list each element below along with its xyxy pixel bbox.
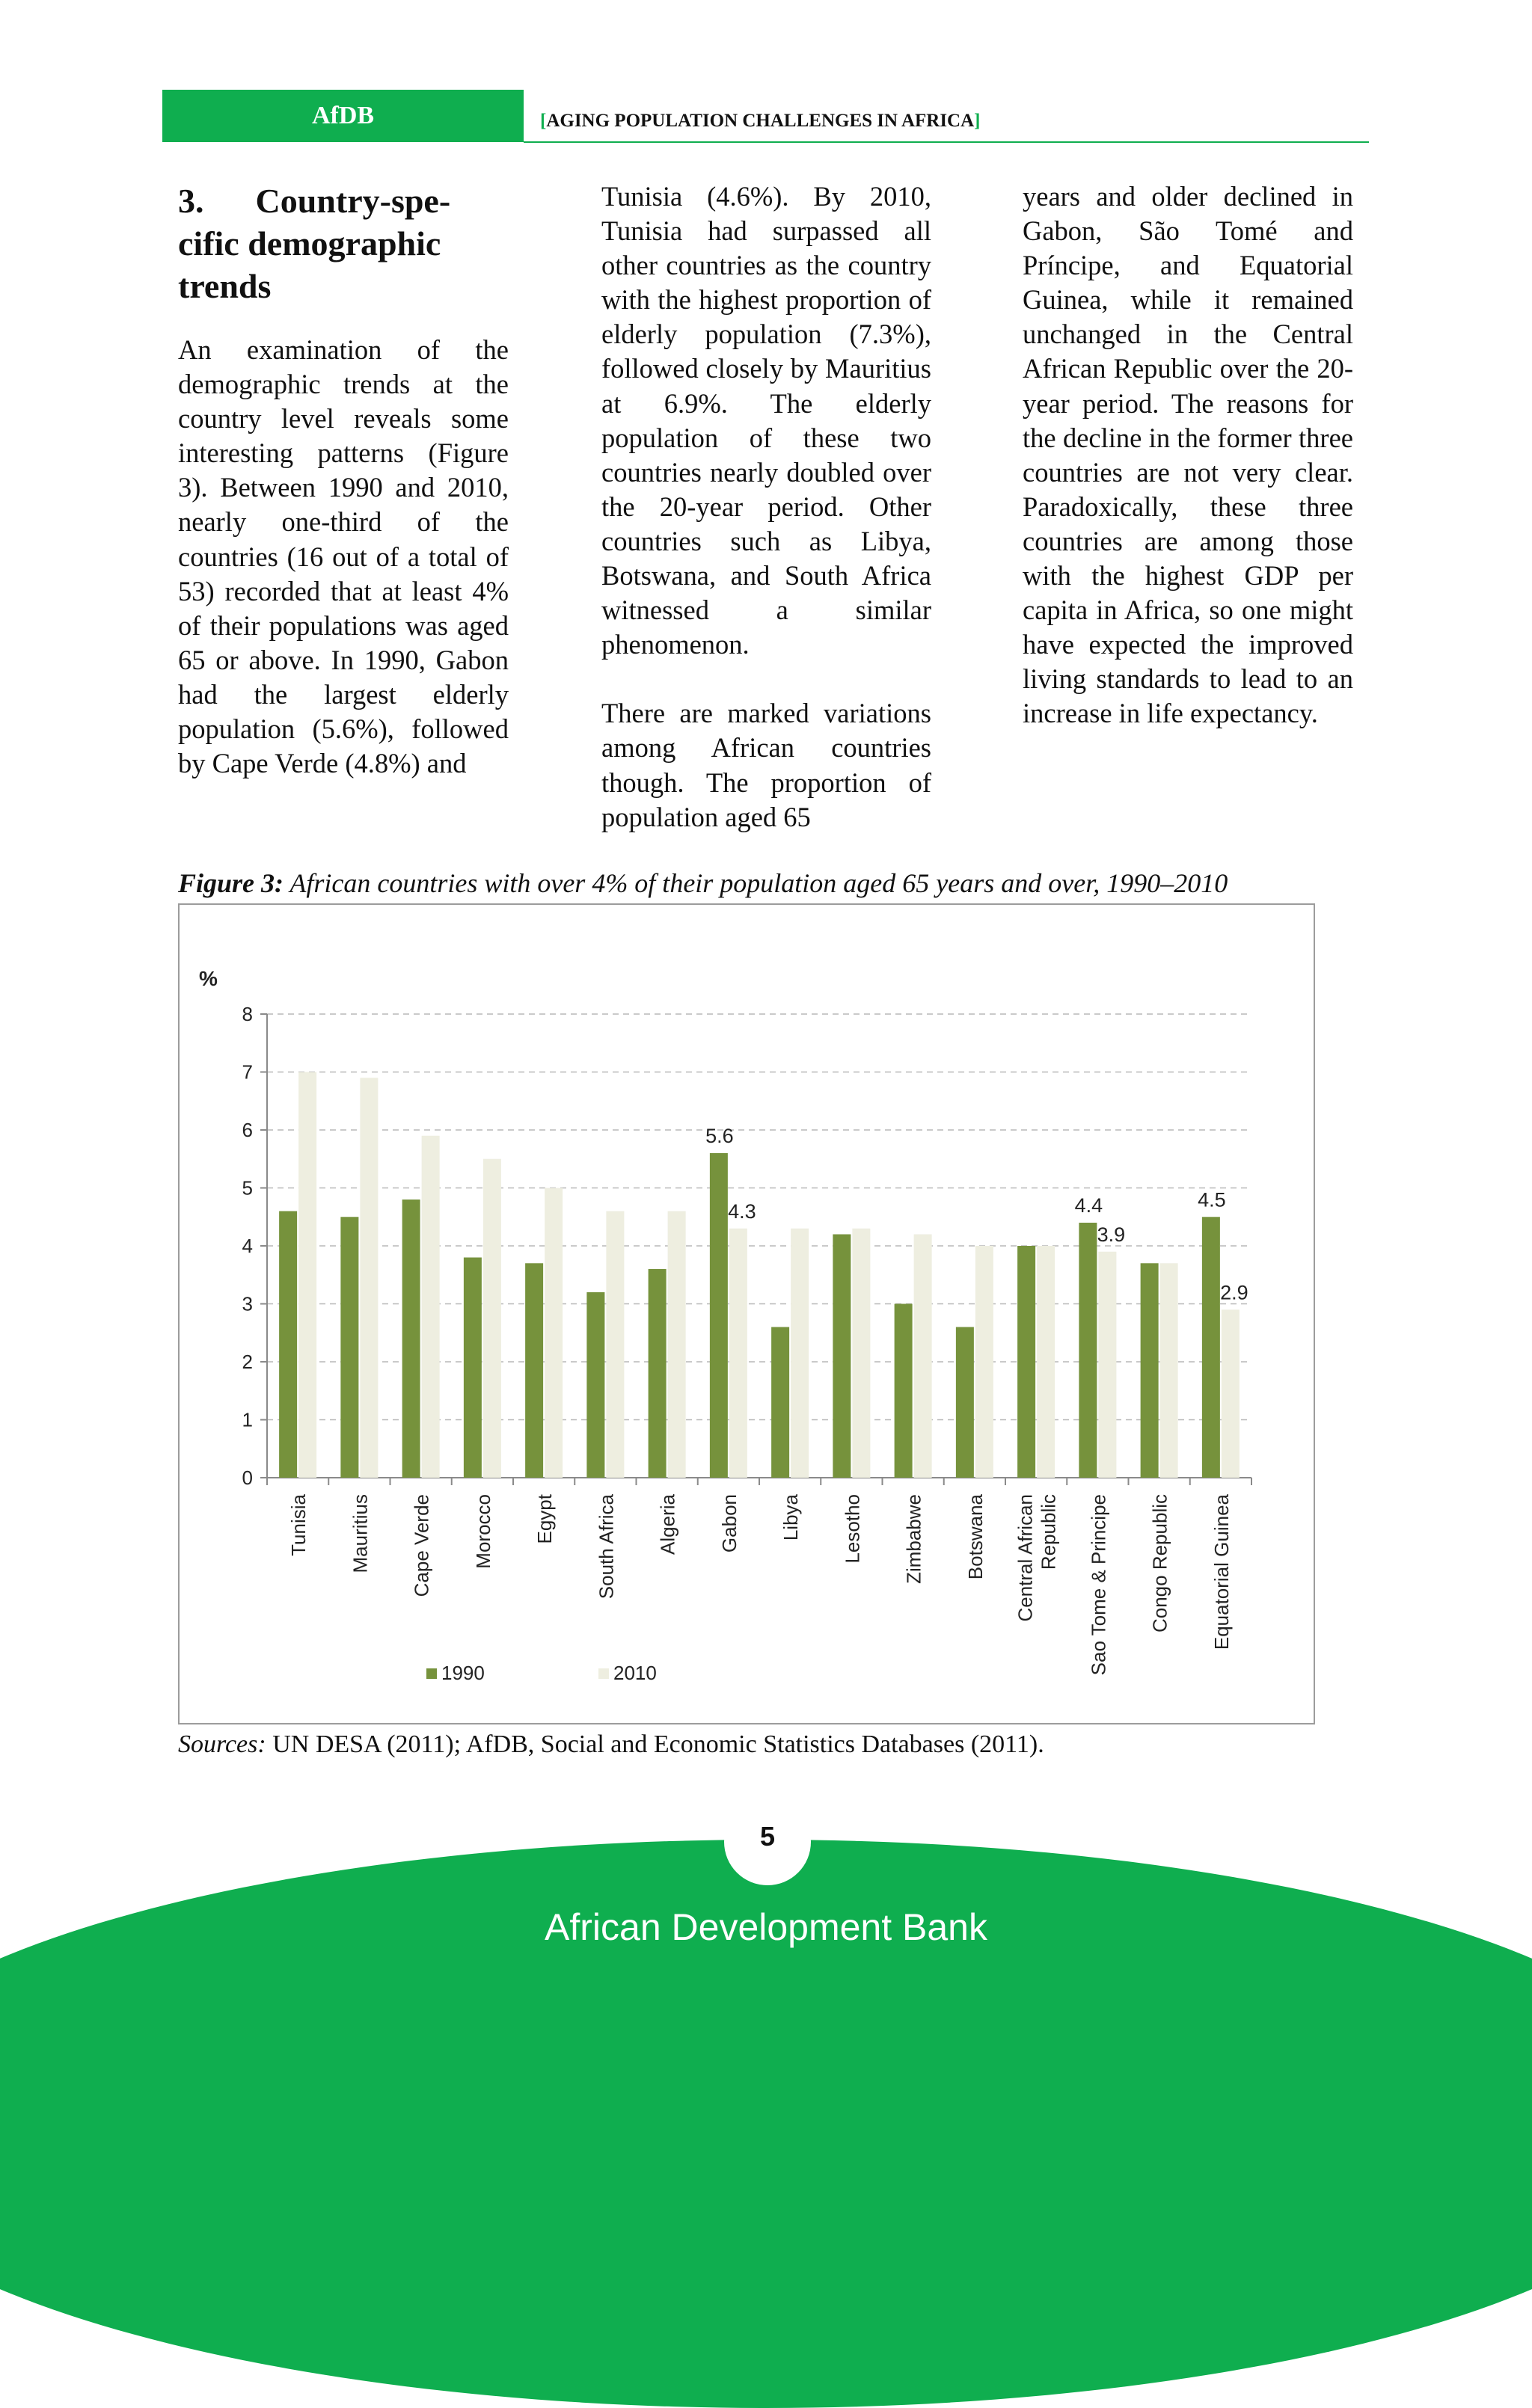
bar-1990: [1141, 1263, 1159, 1478]
section-heading: [178, 179, 509, 307]
y-tick-label: 1: [242, 1408, 253, 1431]
bar-1990: [340, 1217, 358, 1478]
y-tick-label: 6: [242, 1119, 253, 1141]
legend-swatch-2010: [598, 1668, 609, 1679]
data-label: 2.9: [1220, 1281, 1248, 1304]
figure-sources: [178, 1730, 1044, 1759]
y-axis-label: %: [199, 967, 218, 990]
x-tick-label: Gabon: [717, 1494, 741, 1553]
text-column-3: [1023, 179, 1353, 731]
bar-2010: [1160, 1263, 1178, 1478]
x-tick-label: South Africa: [595, 1494, 618, 1600]
bar-2010: [791, 1229, 809, 1478]
x-tick-label: Botswana: [963, 1494, 987, 1580]
x-tick-label: Sao Tome & Principe: [1087, 1494, 1110, 1676]
x-tick-label: Zimbabwe: [902, 1494, 925, 1584]
x-tick-label: Cape Verde: [410, 1494, 433, 1597]
data-label: 4.4: [1074, 1194, 1103, 1217]
bar-2010: [852, 1229, 870, 1478]
y-tick-label: 0: [242, 1466, 253, 1489]
data-label: 5.6: [705, 1125, 734, 1147]
para2-part2: years and older declined in Gabon, São Tomé and Príncipe, and Equatorial Guinea, while it remained unchanged in the Central African Republic over the 20-year period. The reasons for the decline in the former three countries are not very clear. Paradoxically, these three countries are among those with the highest GDP per capita in Africa, so one might have expected the improved living standards to lead to an increase in life expectancy.: [1023, 181, 1353, 729]
bar-1990: [525, 1263, 543, 1478]
header-title-text: AGING POPULATION CHALLENGES IN AFRICA: [546, 111, 975, 131]
header-bracket-close: ]: [974, 111, 981, 131]
bar-1990: [1079, 1223, 1097, 1478]
bar-2010: [1037, 1246, 1055, 1478]
data-label: 3.9: [1097, 1223, 1126, 1246]
bar-1990: [1202, 1217, 1220, 1478]
text-column-1: [178, 179, 509, 781]
figure-caption: [178, 867, 1228, 899]
header-bracket-open: [: [540, 111, 547, 131]
bar-1990: [279, 1211, 297, 1478]
text-column-2: [601, 179, 931, 835]
bar-1990: [1017, 1246, 1035, 1478]
legend-swatch-1990: [426, 1668, 437, 1679]
para2-part1: There are marked variations among African countries though. The proportion of population aged 65: [601, 698, 931, 832]
bar-1990: [833, 1235, 851, 1478]
bar-1990: [586, 1292, 604, 1478]
bar-2010: [298, 1072, 316, 1478]
x-tick-label: Tunisia: [287, 1494, 310, 1556]
bar-2010: [483, 1159, 501, 1478]
x-tick-label: Libya: [779, 1494, 803, 1541]
bar-1990: [464, 1258, 482, 1478]
x-tick-label: Egypt: [533, 1494, 557, 1544]
chart-frame: [178, 903, 1315, 1724]
bar-1990: [710, 1153, 728, 1478]
data-label: 4.3: [728, 1200, 756, 1223]
para1-part2: Tunisia (4.6%). By 2010, Tunisia had surpassed all other countries as the country with the highest proportion of elderly population (7.3%), followed closely by Mauritius at 6.9%. The elderly population of these two countries nearly doubled over the 20-year period. Other countries such as Libya, Botswana, and South Africa witnessed a similar phenomenon.: [601, 181, 931, 660]
bar-2010: [1222, 1309, 1240, 1478]
bar-2010: [422, 1136, 440, 1478]
sources-label: Sources:: [178, 1730, 266, 1758]
header-org: AfDB: [311, 102, 375, 129]
bar-1990: [649, 1269, 667, 1478]
y-tick-label: 8: [242, 1003, 253, 1025]
x-tick-label: Equatorial Guinea: [1210, 1494, 1233, 1650]
bar-1990: [895, 1304, 913, 1478]
sources-text: UN DESA (2011); AfDB, Social and Economic Statistics Databases (2011).: [272, 1730, 1044, 1758]
bar-1990: [771, 1327, 789, 1478]
x-tick-label: Congo Republic: [1148, 1494, 1171, 1633]
y-tick-label: 7: [242, 1060, 253, 1084]
legend-label: 1990: [441, 1662, 485, 1684]
x-tick-label: Republic: [1037, 1494, 1060, 1570]
bar-2010: [914, 1235, 932, 1478]
legend-label: 2010: [613, 1662, 657, 1684]
bar-2010: [668, 1211, 686, 1478]
y-tick-label: 3: [242, 1292, 253, 1315]
y-tick-label: 4: [242, 1235, 253, 1257]
bar-1990: [956, 1327, 974, 1478]
figure-label: Figure 3:: [178, 868, 284, 898]
section-heading-line2: cific demographic: [178, 224, 441, 262]
x-tick-label: Morocco: [471, 1494, 494, 1569]
bar-2010: [360, 1078, 378, 1478]
page-number: 5: [759, 1821, 776, 1852]
section-heading-line1: 3. Country-spe-: [178, 182, 451, 220]
x-tick-label: Lesotho: [841, 1494, 864, 1564]
bar-2010: [606, 1211, 624, 1478]
header-title: [540, 111, 980, 132]
bar-2010: [1098, 1252, 1116, 1478]
x-tick-label: Algeria: [656, 1494, 679, 1555]
y-tick-label: 5: [242, 1176, 253, 1200]
bar-2010: [545, 1188, 563, 1478]
bar-2010: [975, 1246, 993, 1478]
figure-title: African countries with over 4% of their population aged 65 years and over, 1990–2010: [289, 868, 1228, 898]
x-tick-label: Central African: [1014, 1494, 1037, 1622]
x-tick-label: Mauritius: [349, 1494, 372, 1573]
bar-2010: [729, 1229, 747, 1478]
header-rule: [524, 141, 1369, 143]
para1-part1: An examination of the demographic trends at the country level reveals some interesting patterns (Figure 3). Between 1990 and 2010, nearly one-third of the countries (16 out of a total of 53) recorded that at least 4% of their populations was aged 65 or above. In 1990, Gabon had the largest elderly population (5.6%), followed by Cape Verde (4.8%) and: [178, 334, 509, 779]
footer-bank-name: African Development Bank: [545, 1906, 987, 1948]
header-org-badge: [162, 90, 524, 142]
section-heading-line3: trends: [178, 267, 272, 305]
data-label: 4.5: [1198, 1188, 1226, 1211]
y-tick-label: 2: [242, 1351, 253, 1373]
bar-1990: [402, 1200, 420, 1478]
bar-chart: [180, 905, 1314, 1723]
